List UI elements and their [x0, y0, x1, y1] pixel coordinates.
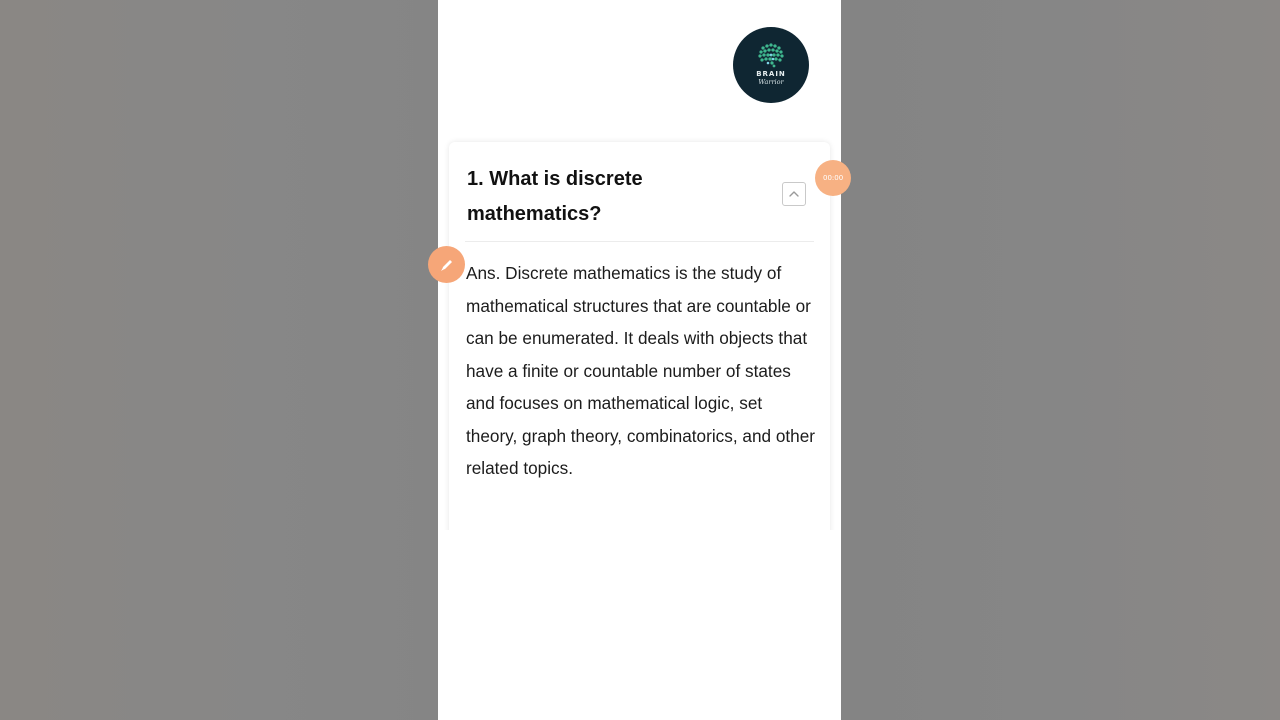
blank-area: [438, 530, 841, 720]
timer-text: 00:00: [823, 174, 844, 182]
blurred-background-left: [0, 0, 438, 720]
edit-button[interactable]: [428, 246, 465, 283]
phone-screen: [438, 0, 844, 720]
blurred-background-right: [841, 0, 1280, 720]
logo-brain-text: BRAIN: [756, 70, 786, 78]
pencil-icon: [439, 257, 455, 273]
logo-warrior-text: Warrior: [758, 78, 784, 86]
timer-bubble[interactable]: [815, 160, 851, 196]
answer-text: Ans. Discrete mathematics is the study of mathematical structures that are countable or can be enumerated. It deals with objects that have a finite or countable number of states and focuses on mathematical logic, set theory, graph theory, combinatorics, and other related topics.: [466, 263, 816, 478]
brain-warrior-logo: [733, 27, 809, 103]
brain-icon: [754, 42, 788, 68]
question-heading[interactable]: 1. What is discrete mathematics?: [467, 168, 643, 225]
divider: [465, 241, 814, 242]
edit-bubble-container: [438, 246, 465, 283]
chevron-up-icon: [788, 190, 800, 198]
faq-card: [449, 142, 830, 542]
timer-bubble-container: [815, 160, 844, 196]
collapse-button[interactable]: [782, 182, 806, 206]
